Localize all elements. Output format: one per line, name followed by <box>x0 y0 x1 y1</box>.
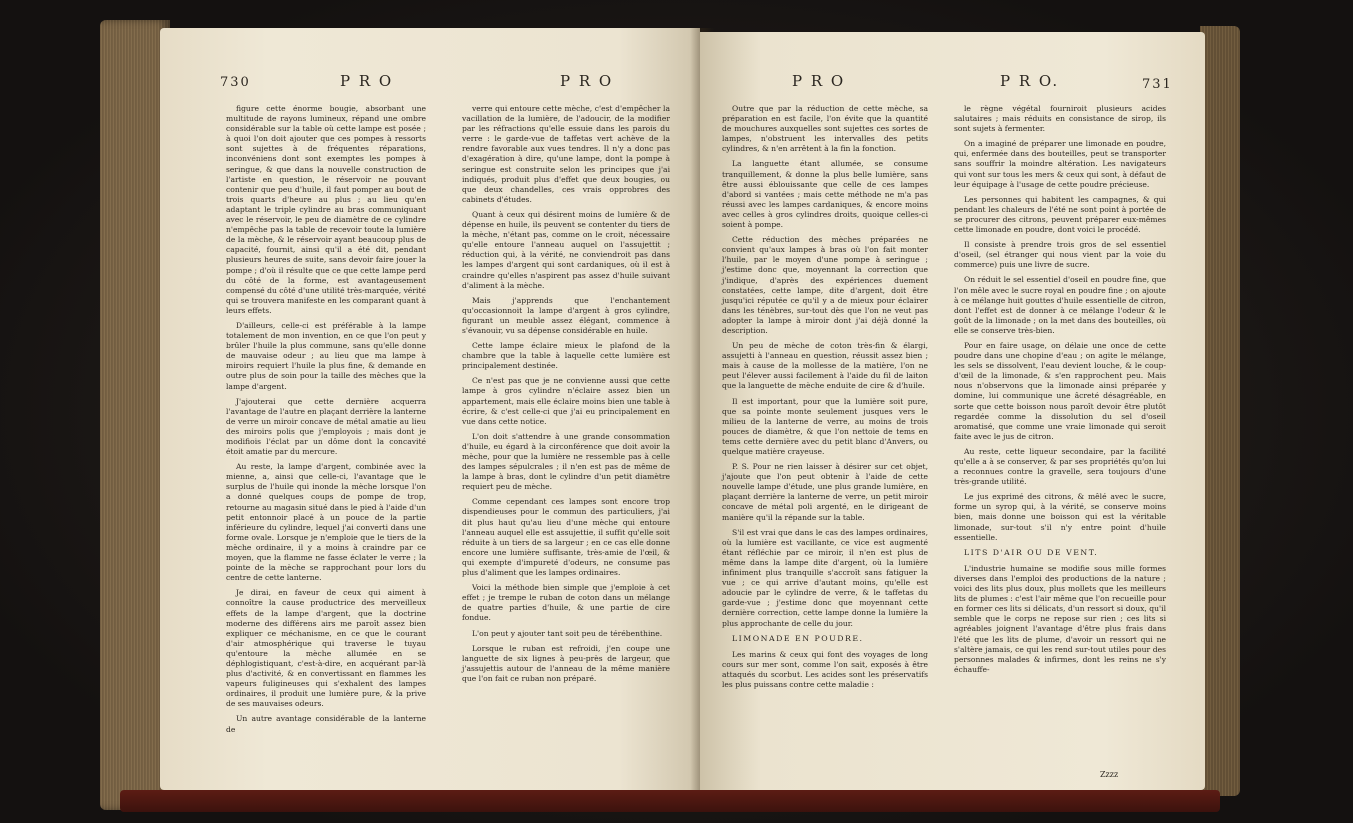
paragraph: Il consiste à prendre trois gros de sel essentiel d'oseil, (sel étranger qui nous vient par la voie du commerce) puis une livre de sucre. <box>954 240 1166 270</box>
right-page <box>700 32 1205 790</box>
paragraph: Je dirai, en faveur de ceux qui aiment à connoître la cause productrice des merveilleux effets de la lampe d'argent, que la doctrine moderne des différens airs me paroît assez bien expliquer ce méchanisme, en ce que le courant d'air atmosphérique qui traverse le tuyau qu'entoure la mèche allumée en se déphlogistiquant, c'est-à-dire, en acquérant par-là plus d'activité, & en convertissant en flammes les vapeurs fuligineuses qui s'exhalent des lampes ordinaires, il produit une lumière pure, & la prive de ses mauvaises odeurs. <box>226 588 426 709</box>
paragraph: Outre que par la réduction de cette mèche, sa préparation en est facile, l'on évite que la quantité de mouchures auxquelles sont sujettes ces sortes de lampes, n'obstruent les intervalles des petits cylindres, & n'en arrêtent à la fin la fonction. <box>722 104 928 154</box>
paragraph: le règne végétal fourniroit plusieurs acides salutaires ; mais réduits en consistance de sirop, ils sont sujets à fermenter. <box>954 104 1166 134</box>
paragraph: Le jus exprimé des citrons, & mêlé avec le sucre, forme un syrop qui, à la vérité, se conserve moins bien, mais donne une boisson qui est la véritable limonade, sur-tout s'il n'y entre point d'huile essentielle. <box>954 492 1166 542</box>
paragraph: Les marins & ceux qui font des voyages de long cours sur mer sont, comme l'on sait, exposés à être attaqués du scorbut. Les acides sont les préservatifs les plus puissans contre cette maladie : <box>722 649 928 689</box>
paragraph: L'industrie humaine se modifie sous mille formes diverses dans l'emploi des productions de la nature ; voici des lits plus doux, plus mollets que les meilleurs lits de plumes : c'est l'air même que l'on recueille pour en former ces lits si délicats, d'un ressort si doux, qu'il semble que le corps ne repose sur rien ; ces lits si agréables joignent l'avantage d'être plus frais dans l'été que les lits de plume, d'avoir un ressort qui ne s'altère jamais, ce qui les rend sur-tout utiles pour des personnes malades & infirmes, dont les reins ne s'y échauffe- <box>954 563 1166 674</box>
left-running-head-1: P R O <box>340 72 394 90</box>
right-running-head-1: P R O <box>792 72 846 90</box>
paragraph: Pour en faire usage, on délaie une once de cette poudre dans une chopine d'eau ; on agite le mélange, les sels se dissolvent, l'eau devient louche, & le coup-d'œil de la limonade, & s'en rapprochent peu. Mais nous n'observons que la limonade ainsi préparée y domine, lui communique une âcreté désagréable, en sorte que cette boisson nous paroît devoir être plutôt regardée comme la dissolution du sel d'oseil aromatisé, que comme une vraie limonade qui seroit faite avec le jus de citron. <box>954 340 1166 441</box>
left-page-number: 730 <box>220 75 251 90</box>
paragraph: Cette réduction des mèches préparées ne convient qu'aux lampes à bras où l'on fait monter l'huile, par le moyen d'une pompe à seringue ; j'estime donc que, moyennant la correction que j'indique, d'après des expériences duement constatées, cette lampe, dite d'argent, doit être jusqu'ici réputée ce qu'il y a de mieux pour éclairer dans les ténèbres, sur-tout dès que l'on ne veut pas adopter la lampe à miroir dont j'ai déjà donné la description. <box>722 235 928 335</box>
paragraph: La languette étant allumée, se consume tranquillement, & donne la plus belle lumière, sans être aussi éblouissante que celle de ces lampes d'abord si vantées ; mais cette méthode ne m'a pas réussi avec les lampes cardaniques, & encore moins avec celles à gros cylindres droits, quoique celles-ci soient à pompe. <box>722 159 928 230</box>
left-page-column-2 <box>462 104 670 689</box>
paragraph: Ce n'est pas que je ne convienne aussi que cette lampe à gros cylindre n'éclaire assez bien un appartement, mais elle éclaire moins bien une table à écrire, & c'est celle-ci que j'ai eu principalement en vue dans cette notice. <box>462 376 670 426</box>
catchword: Zzzz <box>1100 770 1119 779</box>
paragraph: Cette lampe éclaire mieux le plafond de la chambre que la table à laquelle cette lumière est principalement destinée. <box>462 341 670 371</box>
section-heading: LITS D'AIR OU DE VENT. <box>964 547 1099 557</box>
paragraph: D'ailleurs, celle-ci est préférable à la lampe totalement de mon invention, en ce que l'on peut y brûler l'huile la plus commune, sans qu'elle donne de mauvaise odeur ; au lieu que ma lampe à miroirs requiert l'huile la plus fine, & demande en outre plus de soin pour la taille des mèches que la lampe d'argent. <box>226 320 426 391</box>
paragraph: Voici la méthode bien simple que j'emploie à cet effet ; je trempe le ruban de coton dans un mélange de quatre parties d'huile, & une partie de cire fondue. <box>462 583 670 623</box>
book-page-edges-right <box>1200 26 1240 796</box>
left-page <box>160 28 700 790</box>
paragraph: On réduit le sel essentiel d'oseil en poudre fine, que l'on mêle avec le sucre royal en poudre fine ; on ajoute à ce mélange huit gouttes d'huile essentielle de citron, dont l'effet est de donner à ce mélange l'odeur & le goût de la limonade ; on la met dans des bouteilles, où elle se conserve très-bien. <box>954 275 1166 335</box>
paragraph: verre qui entoure cette mèche, c'est d'empêcher la vacillation de la lumière, de l'adoucir, de la modifier par les réfractions qu'elle essuie dans les parois du verre : le garde-vue de taffetas vert achève de la rendre favorable aux vues tendres. Il n'y a donc pas d'exagération à dire, qu'une lampe, dont la pompe à seringue est construite selon les principes que j'ai indiqués, produit plus d'effet que deux bougies, ou que deux chandelles, ces vrais opprobres des cabinets d'études. <box>462 104 670 204</box>
right-page-number: 731 <box>1142 77 1173 92</box>
paragraph: Il est important, pour que la lumière soit pure, que sa pointe monte seulement jusques vers le milieu de la lanterne de verre, au moins de trois pouces de diamètre, & que l'on nettoie de tems en tems cette dernière avec du petit blanc d'Anvers, ou quelque matière crayeuse. <box>722 396 928 456</box>
paragraph: J'ajouterai que cette dernière acquerra l'avantage de l'autre en plaçant derrière la lanterne de verre un miroir concave de métal amatie au lieu des miroirs polis que j'employois ; mais dont je modifiois l'éclat par un dôme dont la concavité étoit amatie par du mercure. <box>226 396 426 457</box>
paragraph: Mais j'apprends que l'enchantement qu'occasionnoit la lampe d'argent à gros cylindre, figurant un meuble assez élégant, commence à s'évanouir, vu sa dépense considérable en huile. <box>462 295 670 335</box>
left-page-column-1 <box>226 104 426 740</box>
paragraph: Un peu de mèche de coton très-fin & élargi, assujetti à l'anneau en question, réussit assez bien ; mais à cause de la mollesse de la matière, l'on ne peut l'élever aussi facilement à l'aide du fil de laiton que la languette de mèche enduite de cire & d'huile. <box>722 341 928 391</box>
paragraph: L'on doit s'attendre à une grande consommation d'huile, eu égard à la circonférence que doit avoir la mèche, pour que la lumière ne ressemble pas à celle des lampes sépulcrales ; il n'en est pas de même de la lampe à bras, dont le cylindre d'un petit diamètre requiert peu de mèche. <box>462 431 670 492</box>
right-running-head-2: P R O. <box>1000 72 1060 90</box>
left-running-head-2: P R O <box>560 72 614 90</box>
paragraph: On a imaginé de préparer une limonade en poudre, qui, enfermée dans des bouteilles, peut se transporter sans souffrir la moindre altération. Les navigateurs qui vont sur tous les mers & ceux qui sont, à défaut de leur équipage à l'usage de cette poudre précieuse. <box>954 139 1166 189</box>
paragraph: figure cette énorme bougie, absorbant une multitude de rayons lumineux, répand une ombre considérable sur la table où cette lampe est posée ; à quoi l'on doit ajouter que ces pompes à ressorts sont sujettes à de fréquentes réparations, inconvéniens dont sont exemptes les pompes à seringue, & que dans la nouvelle construction de l'artiste en question, le réservoir ne pouvant contenir que peu d'huile, il faut pomper au bout de trois quarts d'heure au plus ; au lieu qu'en adaptant le triple cylindre au bras communiquant avec le réservoir, le peu de diamètre de ce cylindre n'empêche pas la table de recevoir toute la lumière de la mèche, & le réservoir ayant beaucoup plus de capacité, fournit, ainsi qu'il a été dit, pendant plusieurs heures de suite, sans devoir faire jouer la pompe ; d'où il résulte que ce que cette lampe perd du côté de la forme, est avantageusement compensé du côté d'une utilité très-marquée, vérité qui se trouvera manifeste en les comparant quant à leurs effets. <box>226 104 426 315</box>
paragraph: P. S. Pour ne rien laisser à désirer sur cet objet, j'ajoute que l'on peut obtenir à l'aide de cette nouvelle lampe d'étude, une plus grande lumière, en plaçant derrière la lanterne de verre, un petit miroir concave de métal poli argenté, en le dirigeant de manière qu'il la répande sur la table. <box>722 462 928 522</box>
paragraph: L'on peut y ajouter tant soit peu de térébenthine. <box>472 628 663 638</box>
paragraph: Lorsque le ruban est refroidi, j'en coupe une languette de six lignes à peu-près de largeur, que j'assujettis autour de l'anneau de la même manière que l'on fait ce ruban non préparé. <box>462 643 670 683</box>
book-cover-bottom <box>120 790 1220 812</box>
paragraph: Un autre avantage considérable de la lanterne de <box>226 714 426 734</box>
section-heading: LIMONADE EN POUDRE. <box>732 633 864 643</box>
paragraph: Au reste, la lampe d'argent, combinée avec la mienne, a, ainsi que celle-ci, l'avantage que le surplus de l'huile qui inonde la mèche lorsque l'on a donné quelques coups de pompe de trop, retourne au magasin situé dans le pied à l'aide d'un petit entonnoir placé à un pouce de la partie inférieure du cylindre, lequel j'ai converti dans une forme ovale. Lorsque je n'emploie que le tiers de la mèche ordinaire, il y a moins à craindre par ce moyen, que la flamme ne fasse éclater le verre ; la pointe de la mèche se rapprochant pour lors du centre de cette lanterne. <box>226 462 426 583</box>
paragraph: Au reste, cette liqueur secondaire, par la facilité qu'elle a à se conserver, & par ses propriétés qu'on lui a reconnues contre la gravelle, sera toujours d'une très-grande utilité. <box>954 446 1166 487</box>
paragraph: Comme cependant ces lampes sont encore trop dispendieuses pour le commun des particuliers, j'ai dit plus haut qu'au lieu d'une mèche qui entoure l'anneau auquel elle est assujettie, il suffit qu'elle soit réduite à un tiers de sa largeur ; en ce cas elle donne encore une lumière suffisante, très-amie de l'œil, & qui exempte d'impureté d'odeurs, ne consume pas plus d'aliment que les lampes ordinaires. <box>462 497 670 578</box>
right-page-column-1 <box>722 104 928 695</box>
paragraph: Les personnes qui habitent les campagnes, & qui pendant les chaleurs de l'été ne sont point à portée de se procurer des citrons, peuvent préparer eux-mêmes cette limonade en poudre, dont voici le procédé. <box>954 194 1166 235</box>
paragraph: Quant à ceux qui désirent moins de lumière & de dépense en huile, ils peuvent se contenter du tiers de la mèche, n'étant pas, comme on le croit, nécessaire qu'elle entoure l'anneau auquel on l'assujettit ; réduction qui, à la vérité, ne conviendroit pas dans les lampes d'argent qui sont cardaniques, où il est à craindre qu'elles n'aspirent pas assez d'huile suivant d'aliment à la mèche. <box>462 209 670 290</box>
paragraph: S'il est vrai que dans le cas des lampes ordinaires, où la lumière est vacillante, ce vice est augmenté étant réfléchie par ce miroir, il n'en est plus de même dans la lampe dite d'argent, où la lumière infiniment plus tranquille s'accroît sans fatiguer la vue ; ce qui arrive d'autant moins, qu'elle est adoucie par le cylindre de verre, & le taffetas du garde-vue ; j'estime donc que moyennant cette dernière correction, cette lampe donne la lumière la plus approchante de celle du jour. <box>722 527 928 628</box>
right-page-column-2 <box>954 104 1166 680</box>
